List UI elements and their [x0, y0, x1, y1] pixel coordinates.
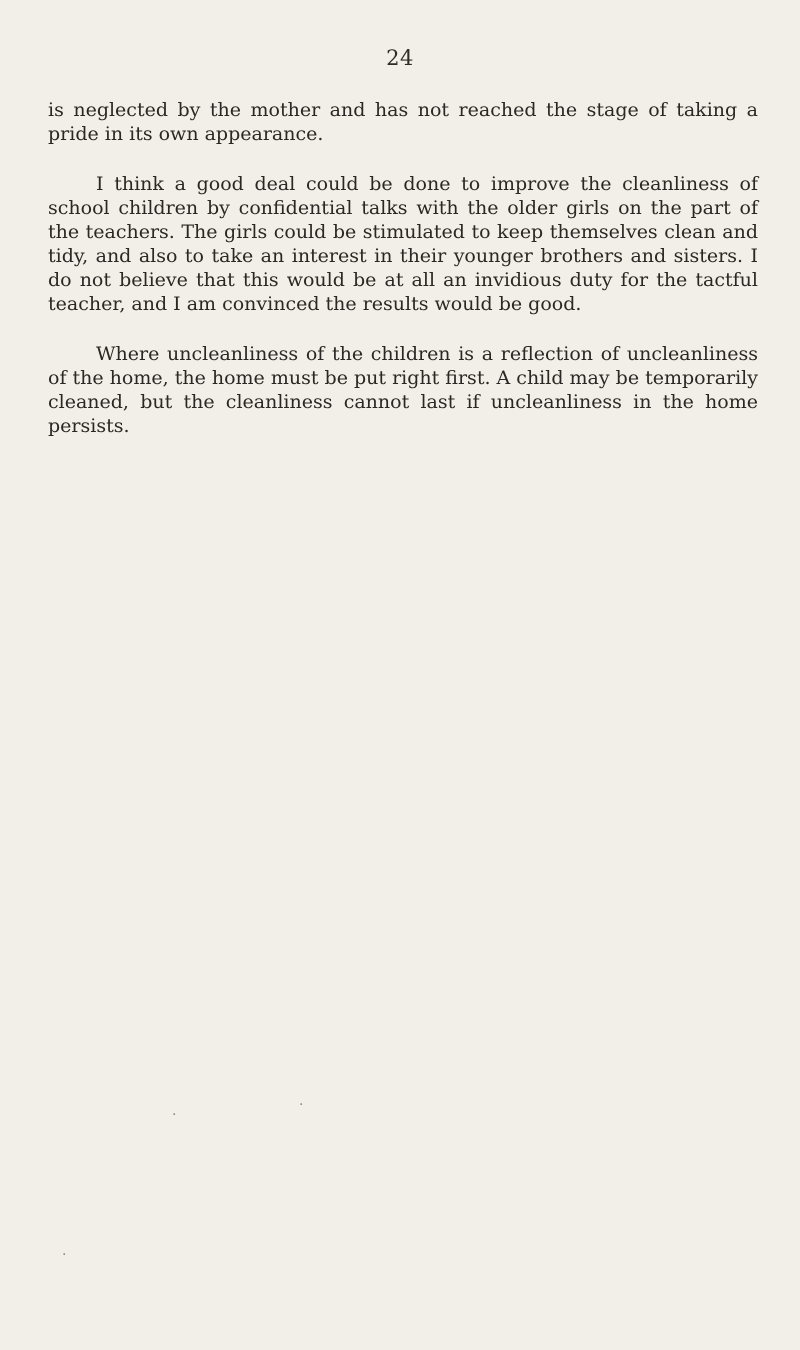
body-text [48, 98, 758, 464]
paragraph-home-uncleanliness: Where uncleanliness of the children is a reflection of uncleanliness of the home, the home must be put right first. A child may be temporarily cleaned, but the cleanliness cannot last if uncleanliness in the home persists. [48, 343, 758, 437]
page-number: 24 [386, 46, 414, 70]
scan-speck: · [172, 1107, 177, 1123]
scan-speck: · [299, 1097, 304, 1113]
paragraph-cleanliness-talks: I think a good deal could be done to improve the cleanliness of school children by confidential talks with the older girls on the part of the teachers. The girls could be stimulated to keep themselves clean and tidy, and also to take an interest in their younger brothers and sisters. I do not believe that this would be at all an invidious duty for the tactful teacher, and I am convinced the results would be good. [48, 173, 758, 315]
paragraph-continuation: is neglected by the mother and has not reached the stage of taking a pride in its own appearance. [48, 99, 758, 145]
scan-speck: · [62, 1247, 67, 1263]
